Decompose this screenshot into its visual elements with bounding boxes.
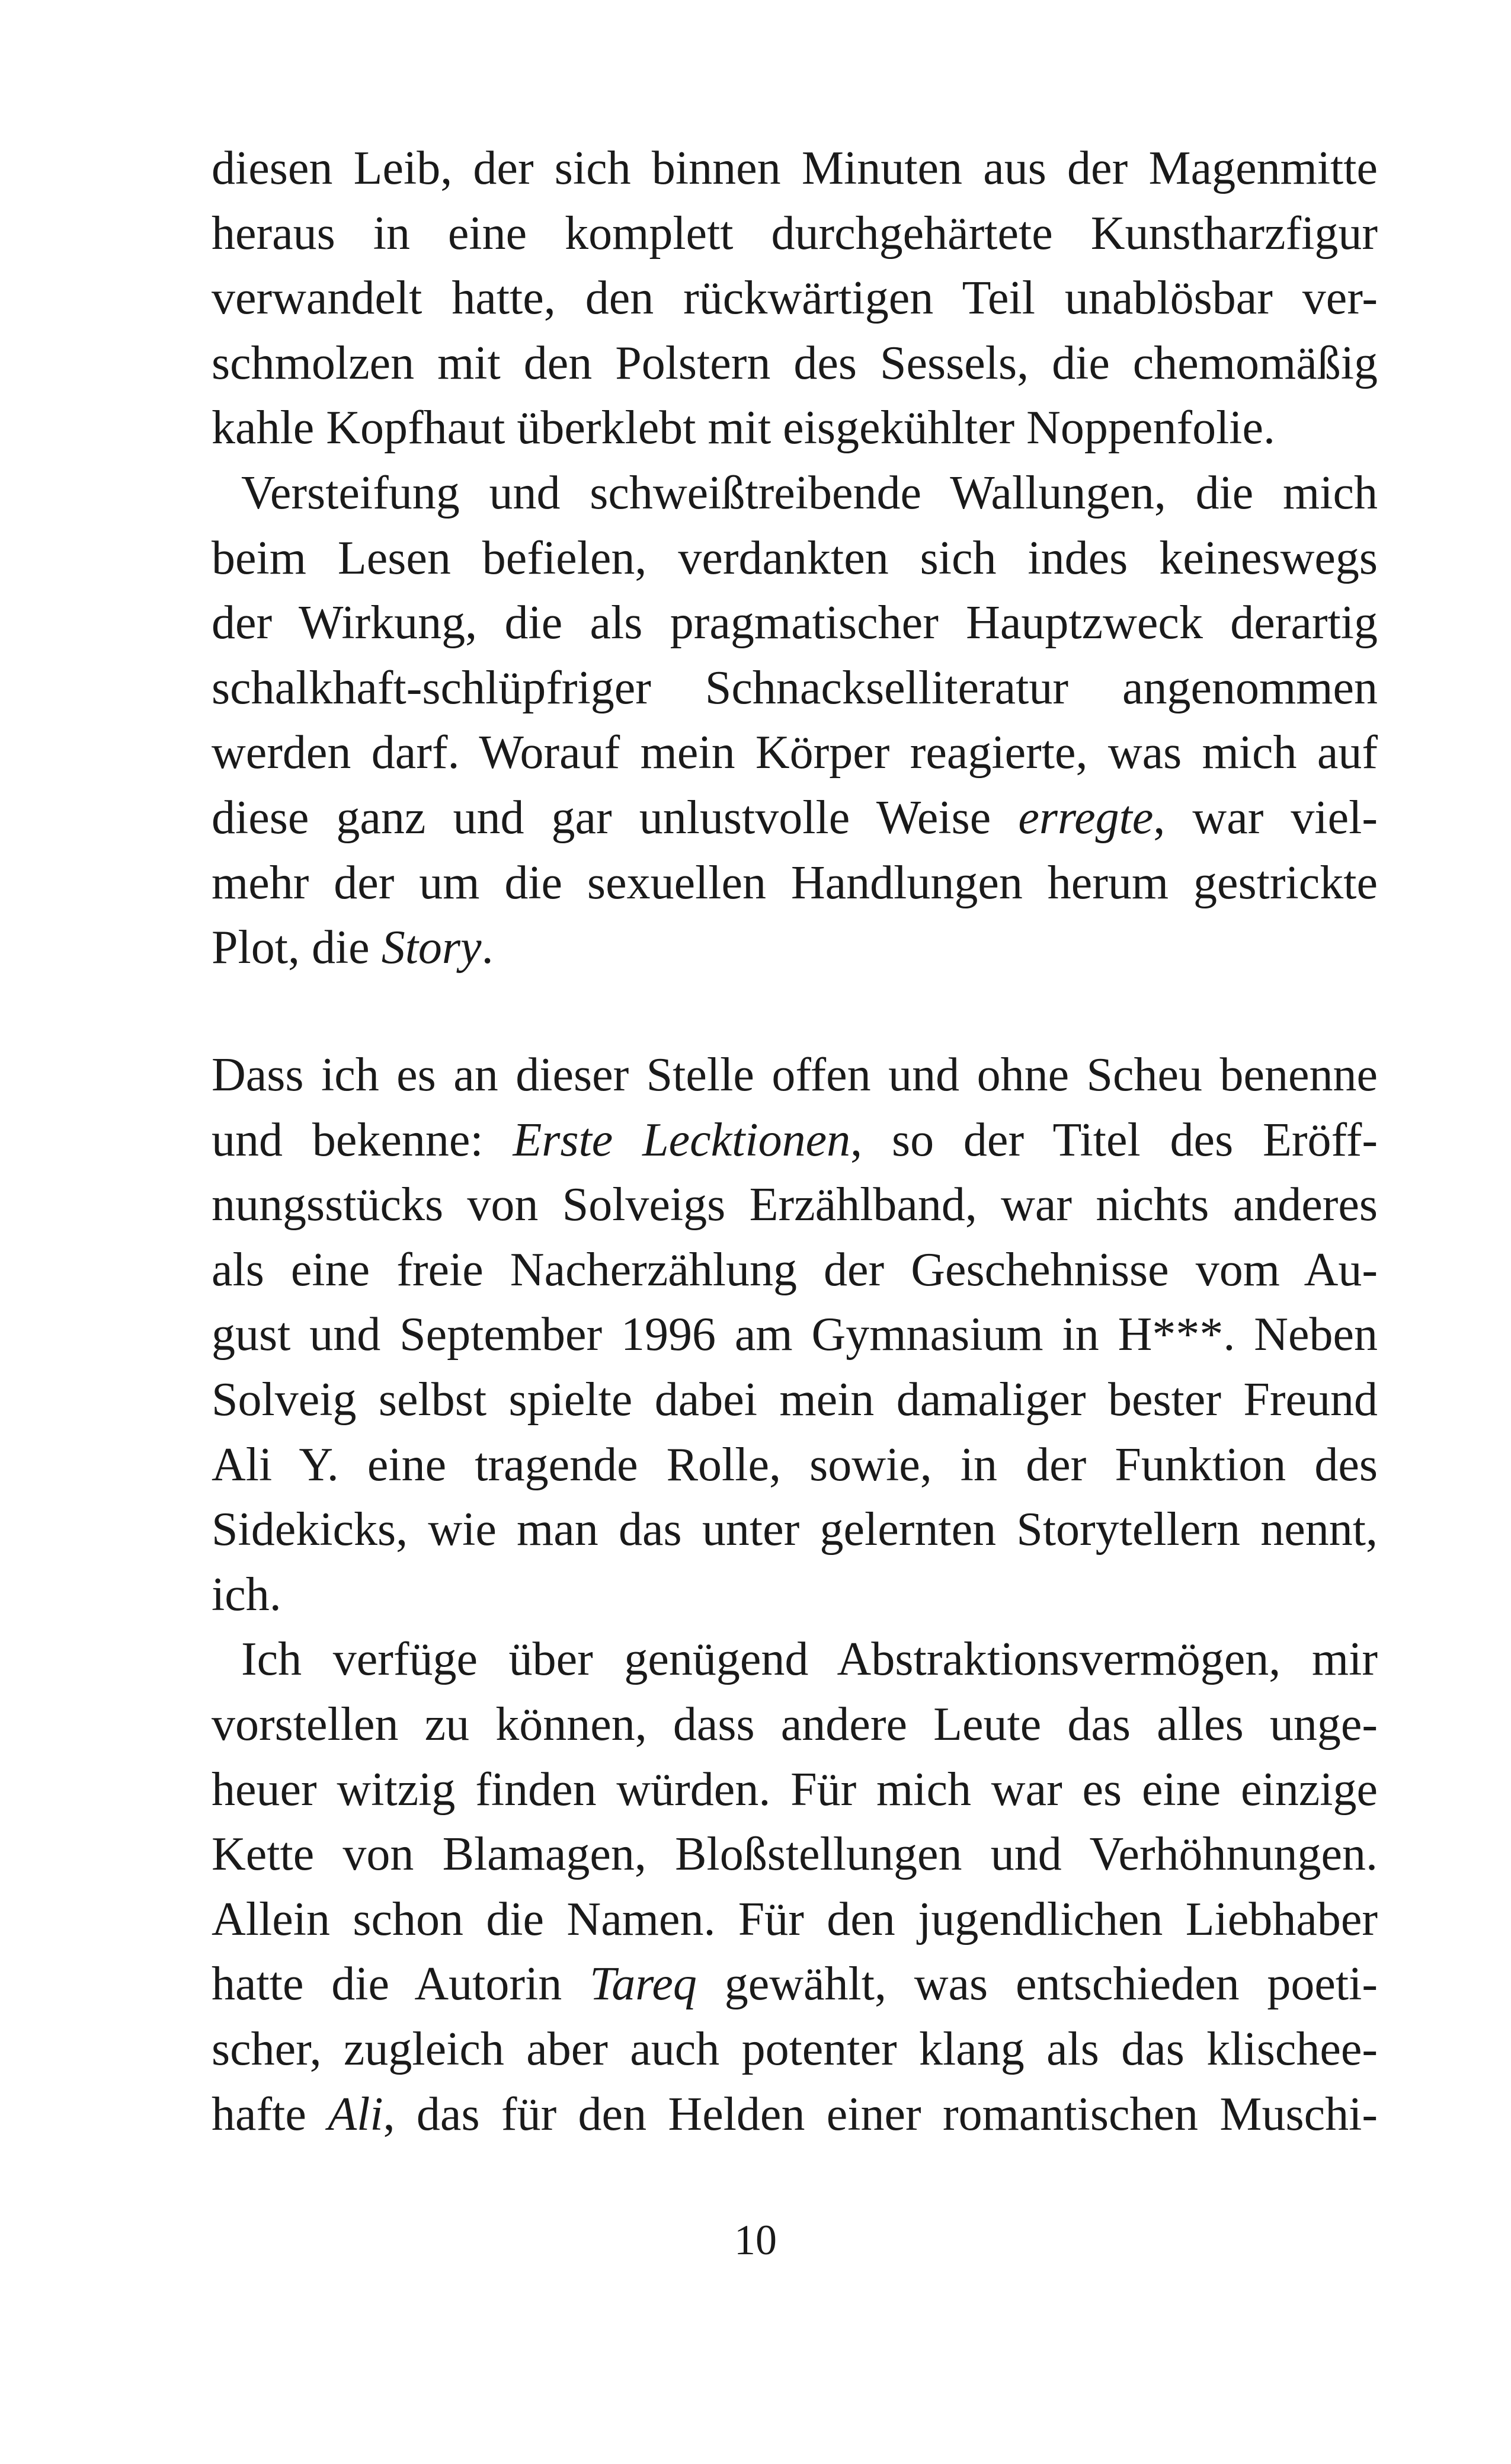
text-line: schmolzen mit den Polstern des Sessels, die chemomäßig [212, 337, 1378, 389]
text-line: nungsstücks von Solveigs Erzählband, war nichts anderes [212, 1179, 1378, 1231]
italic-word: erregte [1018, 791, 1154, 844]
text-block-top [212, 136, 1378, 981]
text-line: diesen Leib, der sich binnen Minuten aus der Magenmitte [212, 142, 1378, 194]
text-segment: diese ganz und gar unlustvolle Weise [212, 791, 1019, 844]
text-segment: . [481, 921, 494, 974]
text-line: ich. [212, 1568, 281, 1621]
text-line: Ali Y. eine tragende Rolle, sowie, in der Funktion des [212, 1438, 1378, 1491]
text-line: Ich verfüge über genügend Abstraktionsvermögen, mir [241, 1633, 1378, 1686]
text-line: vorstellen zu können, dass andere Leute das alles unge- [212, 1698, 1378, 1751]
italic-name: Tareq [590, 1958, 697, 2011]
text-line: Kette von Blamagen, Bloßstellungen und Verhöhnungen. [212, 1828, 1378, 1881]
text-line: werden darf. Worauf mein Körper reagierte, was mich auf [212, 727, 1378, 779]
italic-title: Erste Lecktionen [513, 1113, 851, 1166]
text-segment: hafte [212, 2088, 328, 2140]
text-segment: , so der Titel des Eröff- [850, 1113, 1378, 1166]
text-line: Sidekicks, wie man das unter gelernten Storytellern nennt, [212, 1503, 1378, 1556]
text-segment: hatte die Autorin [212, 1958, 590, 2011]
page-number: 10 [734, 2216, 777, 2264]
text-line [212, 1952, 1378, 2017]
text-line: schalkhaft-schlüpfriger Schnackselliteratur angenommen [212, 661, 1378, 714]
italic-word: Story [381, 921, 482, 974]
text-line: verwandelt hatte, den rückwärtigen Teil unablösbar ver- [212, 272, 1378, 325]
text-line: mehr der um die sexuellen Handlungen herum gestrickte [212, 856, 1378, 909]
text-line [212, 786, 1378, 851]
text-line: kahle Kopfhaut überklebt mit eisgekühlter Noppenfolie. [212, 402, 1276, 455]
text-line: heuer witzig finden würden. Für mich war es eine einzige [212, 1763, 1378, 1816]
italic-name: Ali [328, 2088, 383, 2140]
text-line: als eine freie Nacherzählung der Geschehnisse vom Au- [212, 1243, 1378, 1296]
text-line [212, 916, 1378, 981]
text-segment: und bekenne: [212, 1113, 513, 1166]
text-line: Dass ich es an dieser Stelle offen und ohne Scheu benenne [212, 1049, 1378, 1101]
text-line: heraus in eine komplett durchgehärtete Kunstharzfigur [212, 207, 1378, 260]
text-segment: , war viel- [1153, 791, 1378, 844]
text-line [212, 2082, 1378, 2148]
text-line: der Wirkung, die als pragmatischer Hauptzweck derartig [212, 597, 1378, 649]
text-segment: Plot, die [212, 921, 382, 974]
text-line: Allein schon die Namen. Für den jugendlichen Liebhaber [212, 1893, 1378, 1945]
text-line: beim Lesen befielen, verdankten sich indes keineswegs [212, 532, 1378, 584]
text-segment: , das für den Helden einer romantischen Muschi- [383, 2088, 1378, 2140]
text-segment: gewählt, was entschieden poeti- [696, 1958, 1378, 2011]
text-block-bottom [212, 1043, 1378, 2147]
text-line: Versteifung und schweißtreibende Wallungen, die mich [241, 466, 1378, 519]
text-line: Solveig selbst spielte dabei mein damaliger bester Freund [212, 1373, 1378, 1426]
text-line: gust und September 1996 am Gymnasium in H***. Neben [212, 1308, 1378, 1361]
text-line: scher, zugleich aber auch potenter klang als das klischee- [212, 2023, 1378, 2075]
text-line [212, 1108, 1378, 1173]
